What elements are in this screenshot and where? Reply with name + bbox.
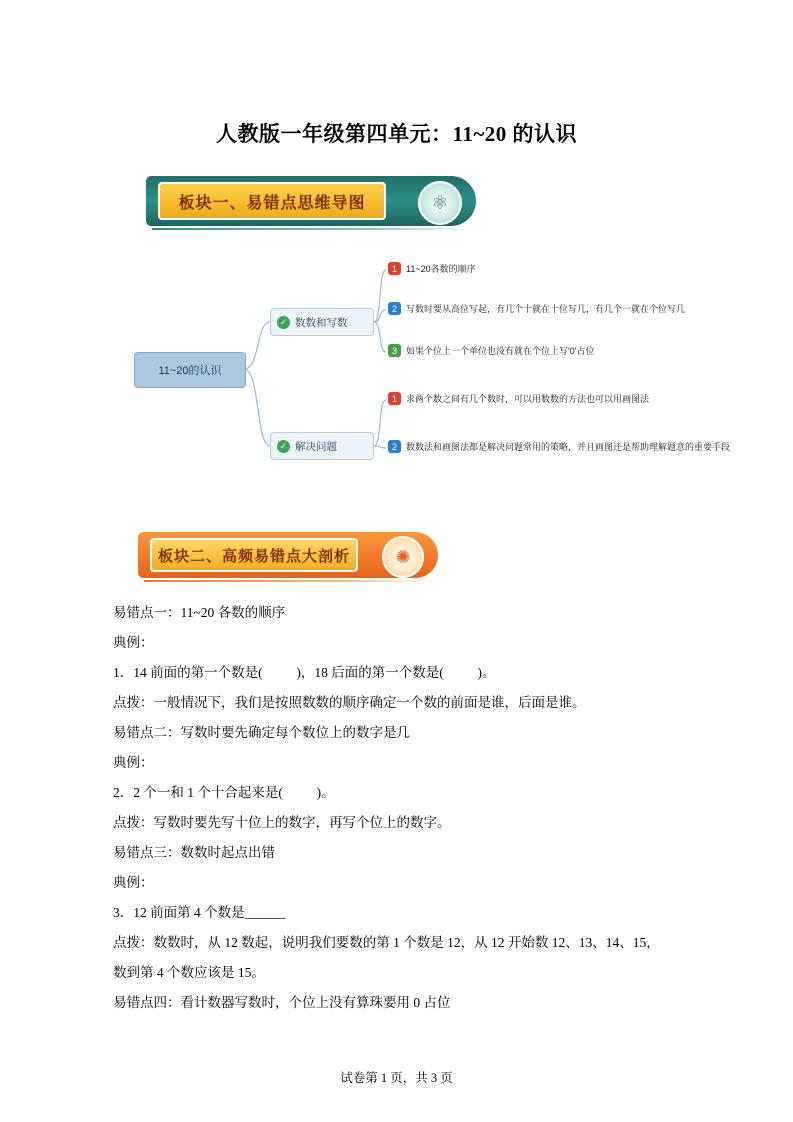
leaf-number-badge: 2	[388, 440, 401, 453]
content-line: 典例：	[113, 875, 154, 890]
mindmap-branch-label: 解决问题	[295, 440, 337, 453]
content-line: 易错点四：看计数器写数时，个位上没有算珠要用 0 占位	[113, 995, 451, 1010]
mindmap-branch-label: 数数和写数	[295, 316, 348, 329]
content-line: 易错点二：写数时要先确定每个数位上的数字是几	[113, 725, 410, 740]
mindmap-branch-counting-writing	[270, 308, 374, 336]
gear-flower-icon: ✺	[382, 536, 424, 578]
page-footer: 试卷第 1 页，共 3 页	[340, 1071, 453, 1085]
section-banner-one	[146, 172, 476, 230]
mindmap-leaf	[388, 392, 649, 405]
mindmap	[120, 240, 731, 500]
leaf-text: 求两个数之间有几个数时，可以用数数的方法也可以用画图法	[406, 394, 650, 404]
content-line: 易错点一：11~20 各数的顺序	[113, 605, 286, 620]
content-line: 3．12 前面第 4 个数是______	[113, 905, 286, 920]
banner-two-plate	[150, 538, 358, 572]
mindmap-leaf	[388, 344, 594, 357]
mindmap-leaf	[388, 262, 476, 275]
mindmap-leaf	[388, 440, 730, 453]
mindmap-root-node: 11~20的认识	[134, 352, 246, 388]
content-line: 典例：	[113, 635, 154, 650]
leaf-text: 如果个位上一个单位也没有就在个位上写'0'占位	[406, 346, 595, 356]
mindmap-branch-problem-solving	[270, 432, 374, 460]
content-line: 点拨：一般情况下，我们是按照数数的顺序确定一个数的前面是谁，后面是谁。	[113, 695, 586, 710]
section-banner-two	[138, 528, 438, 584]
content-line: 点拨：写数时要先写十位上的数字，再写个位上的数字。	[113, 815, 451, 830]
banner-two-label: 板块二、高频易错点大剖析	[157, 548, 350, 565]
check-circle-icon: ✓	[277, 440, 290, 453]
mindmap-leaf	[388, 302, 685, 315]
leaf-number-badge: 2	[388, 302, 401, 315]
leaf-number-badge: 1	[388, 262, 401, 275]
content-body	[113, 598, 683, 1018]
banner-one-underline	[152, 228, 470, 230]
banner-two-underline	[144, 580, 432, 582]
banner-one-plate	[158, 182, 386, 220]
leaf-text: 写数时要从高位写起，有几个十就在十位写几，有几个一就在个位写几	[406, 304, 686, 314]
atom-icon: ⚛	[418, 181, 462, 225]
content-line: 数到第 4 个数应该是 15。	[113, 965, 265, 980]
content-line: 点拨：数数时，从 12 数起，说明我们要数的第 1 个数是 12，从 12 开始数 12、13、14、15，	[113, 935, 660, 950]
page-title: 人教版一年级第四单元：11~20 的认识	[215, 122, 577, 146]
check-circle-icon: ✓	[277, 316, 290, 329]
content-line: 1．14 前面的第一个数是( )，18 后面的第一个数是( )。	[113, 665, 496, 680]
leaf-number-badge: 3	[388, 344, 401, 357]
leaf-text: 11~20各数的顺序	[406, 264, 476, 274]
content-line: 易错点三：数数时起点出错	[113, 845, 275, 860]
leaf-text: 数数法和画图法都是解决问题常用的策略，并且画图还是帮助理解题意的重要手段	[406, 442, 731, 452]
leaf-number-badge: 1	[388, 392, 401, 405]
banner-one-label: 板块一、易错点思维导图	[178, 194, 366, 212]
content-line: 2．2 个一和 1 个十合起来是( )。	[113, 785, 335, 800]
content-line: 典例：	[113, 755, 154, 770]
